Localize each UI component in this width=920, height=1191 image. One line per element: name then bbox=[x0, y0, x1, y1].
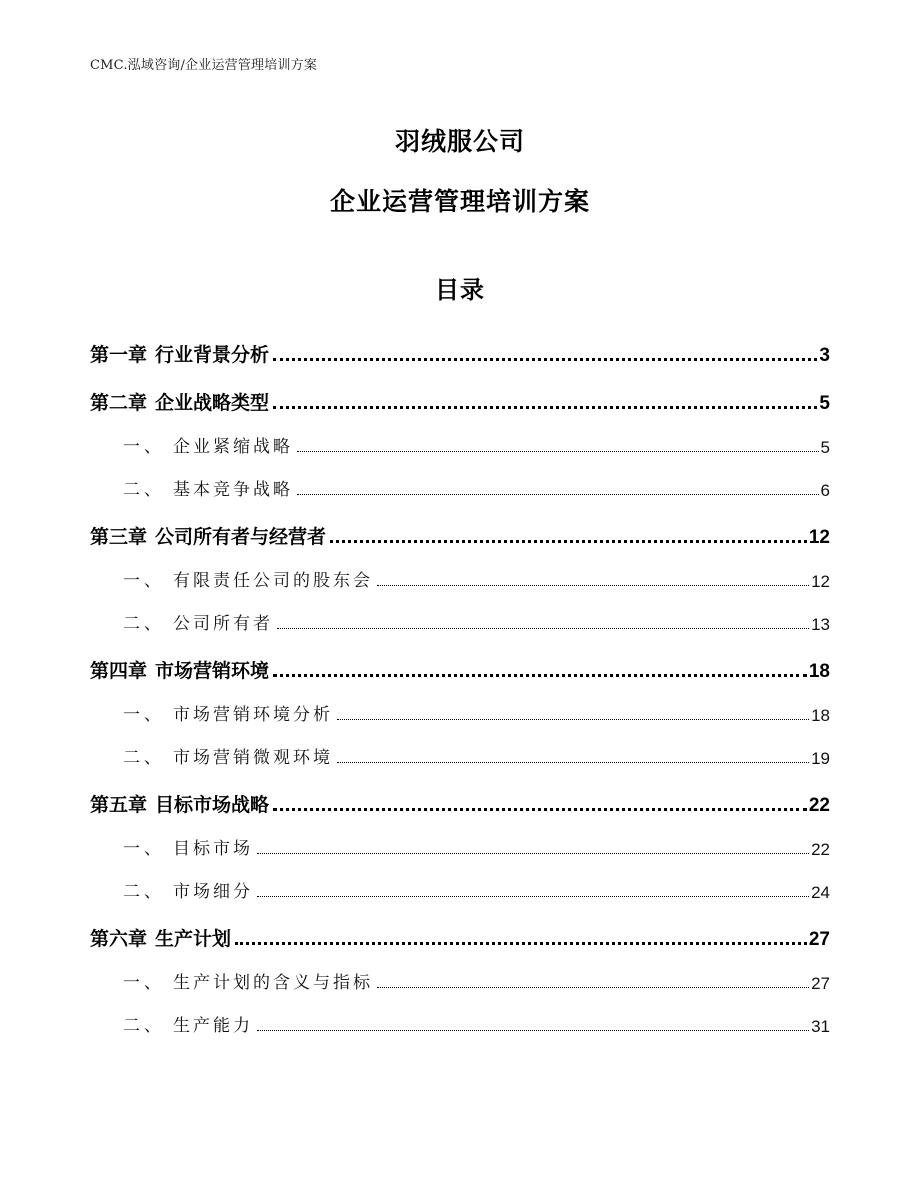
toc-leader-dots bbox=[257, 1030, 809, 1031]
toc-entry-number: 第二章 bbox=[90, 392, 148, 414]
toc-entry-page: 5 bbox=[819, 393, 830, 414]
toc-entry-page: 12 bbox=[811, 572, 830, 591]
toc-entry-label: 行业背景分析 bbox=[155, 344, 270, 366]
toc-entry-number: 一、 bbox=[123, 973, 165, 993]
toc-entry-label: 生产计划 bbox=[155, 928, 232, 950]
toc-entry-label: 公司所有者与经营者 bbox=[155, 526, 327, 548]
toc-section-4-2[interactable] bbox=[90, 732, 830, 767]
toc-entry-number: 一、 bbox=[123, 571, 165, 591]
toc-section-3-2[interactable] bbox=[90, 598, 830, 633]
toc-entry-number: 第三章 bbox=[90, 526, 148, 548]
toc-entry-label: 市场营销环境 bbox=[155, 660, 270, 682]
toc-entry-number: 二、 bbox=[123, 480, 165, 500]
toc-chapter-2[interactable] bbox=[90, 378, 830, 413]
toc-entry-page: 27 bbox=[808, 929, 830, 950]
toc-leader-dots bbox=[337, 719, 809, 720]
toc-chapter-3[interactable] bbox=[90, 512, 830, 547]
toc-leader-dots bbox=[337, 762, 809, 763]
toc-entry-number: 第一章 bbox=[90, 344, 148, 366]
toc-entry-page: 18 bbox=[811, 706, 830, 725]
toc-entry-number: 二、 bbox=[123, 882, 165, 902]
toc-entry-page: 6 bbox=[820, 481, 830, 500]
toc-entry-label: 基本竞争战略 bbox=[173, 480, 293, 500]
toc-leader-dots bbox=[330, 540, 807, 543]
toc-entry-page: 22 bbox=[808, 795, 830, 816]
toc-entry-number: 一、 bbox=[123, 437, 165, 457]
toc-entry-page: 12 bbox=[808, 527, 830, 548]
toc-leader-dots bbox=[273, 406, 817, 409]
toc-chapter-4[interactable] bbox=[90, 646, 830, 681]
toc-entry-label: 公司所有者 bbox=[173, 614, 273, 634]
toc-leader-dots bbox=[297, 494, 819, 495]
toc-entry-page: 27 bbox=[811, 974, 830, 993]
toc-leader-dots bbox=[377, 585, 809, 586]
toc-entry-label: 企业紧缩战略 bbox=[173, 437, 293, 457]
toc-leader-dots bbox=[273, 358, 817, 361]
toc-section-5-2[interactable] bbox=[90, 866, 830, 901]
toc-section-2-2[interactable] bbox=[90, 464, 830, 499]
toc-entry-number: 第六章 bbox=[90, 928, 148, 950]
toc-entry-number: 一、 bbox=[123, 705, 165, 725]
toc-entry-number: 二、 bbox=[123, 1016, 165, 1036]
document-title: 企业运营管理培训方案 bbox=[329, 187, 590, 216]
company-title: 羽绒服公司 bbox=[394, 127, 525, 156]
toc-entry-page: 5 bbox=[820, 438, 830, 457]
toc-entry-label: 有限责任公司的股东会 bbox=[173, 571, 373, 591]
toc-section-2-1[interactable] bbox=[90, 421, 830, 456]
toc-entry-page: 18 bbox=[808, 661, 830, 682]
toc-leader-dots bbox=[273, 808, 807, 811]
toc-chapter-5[interactable] bbox=[90, 780, 830, 815]
toc-entry-label: 生产计划的含义与指标 bbox=[173, 973, 373, 993]
toc-entry-page: 31 bbox=[811, 1017, 830, 1036]
toc-heading: 目录 bbox=[435, 276, 485, 304]
toc-entry-number: 第四章 bbox=[90, 660, 148, 682]
toc-section-4-1[interactable] bbox=[90, 689, 830, 724]
toc-entry-number: 二、 bbox=[123, 748, 165, 768]
toc-entry-page: 22 bbox=[811, 840, 830, 859]
toc-entry-label: 市场细分 bbox=[173, 882, 253, 902]
table-of-contents bbox=[90, 330, 830, 1035]
toc-leader-dots bbox=[257, 896, 809, 897]
toc-entry-label: 企业战略类型 bbox=[155, 392, 270, 414]
toc-entry-number: 第五章 bbox=[90, 794, 148, 816]
toc-leader-dots bbox=[257, 853, 809, 854]
toc-leader-dots bbox=[297, 451, 819, 452]
running-header: CMC.泓域咨询/企业运营管理培训方案 bbox=[90, 58, 318, 73]
toc-entry-page: 24 bbox=[811, 883, 830, 902]
toc-entry-label: 生产能力 bbox=[173, 1016, 253, 1036]
toc-chapter-6[interactable] bbox=[90, 914, 830, 949]
toc-leader-dots bbox=[235, 942, 807, 945]
toc-entry-number: 一、 bbox=[123, 839, 165, 859]
toc-entry-page: 3 bbox=[819, 345, 830, 366]
toc-section-6-2[interactable] bbox=[90, 1000, 830, 1035]
toc-entry-number: 二、 bbox=[123, 614, 165, 634]
toc-leader-dots bbox=[273, 674, 807, 677]
toc-chapter-1[interactable] bbox=[90, 330, 830, 365]
toc-entry-label: 市场营销微观环境 bbox=[173, 748, 333, 768]
toc-entry-label: 市场营销环境分析 bbox=[173, 705, 333, 725]
toc-section-5-1[interactable] bbox=[90, 823, 830, 858]
toc-section-3-1[interactable] bbox=[90, 555, 830, 590]
toc-entry-page: 19 bbox=[811, 749, 830, 768]
toc-entry-page: 13 bbox=[811, 615, 830, 634]
toc-section-6-1[interactable] bbox=[90, 957, 830, 992]
toc-entry-label: 目标市场战略 bbox=[155, 794, 270, 816]
toc-entry-label: 目标市场 bbox=[173, 839, 253, 859]
toc-leader-dots bbox=[377, 987, 809, 988]
toc-leader-dots bbox=[277, 628, 809, 629]
